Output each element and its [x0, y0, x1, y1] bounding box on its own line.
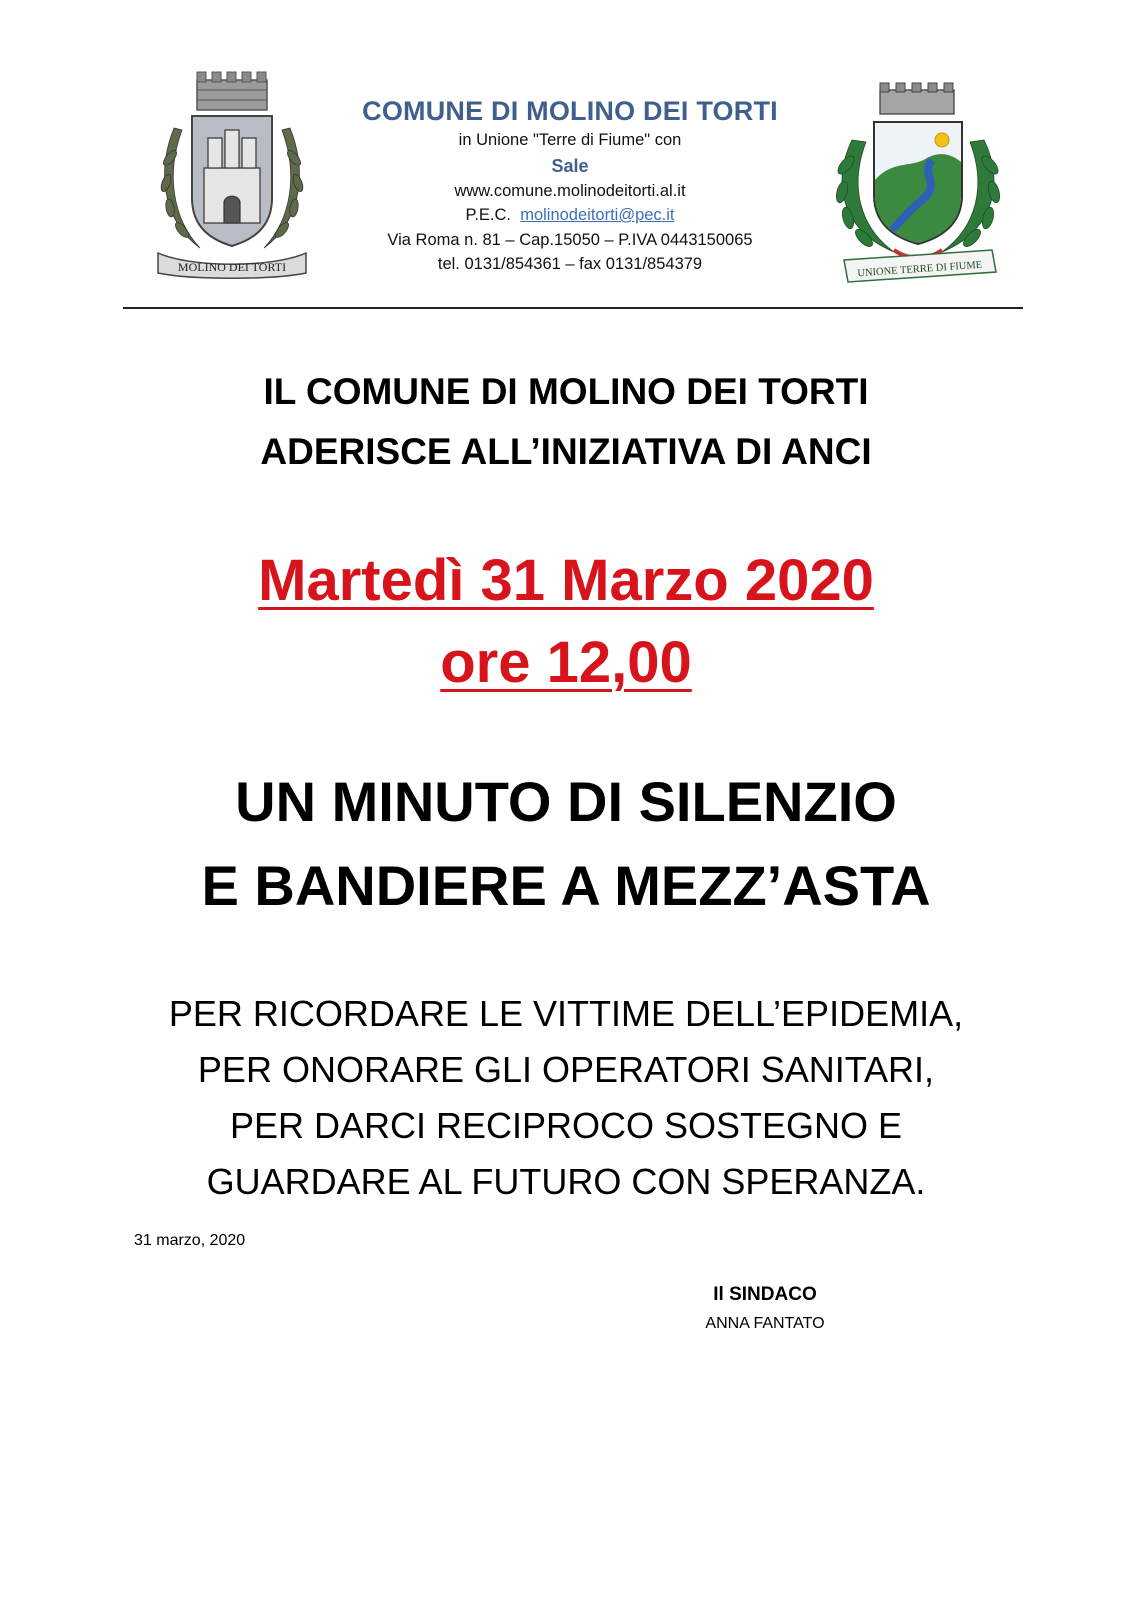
reason-line: PER RICORDARE LE VITTIME DELL’EPIDEMIA, — [168, 993, 964, 1034]
unione-terre-di-fiume-coat-of-arms-logo — [832, 80, 1004, 285]
headline-line-2: E BANDIERE A MEZZ’ASTA — [201, 854, 931, 917]
headline-line-1: UN MINUTO DI SILENZIO — [235, 770, 897, 833]
main-headline — [0, 760, 1132, 928]
crown-icon — [880, 83, 954, 114]
header-divider — [123, 307, 1023, 309]
intro-line-2: ADERISCE ALL’INIZIATIVA DI ANCI — [260, 431, 872, 472]
event-date: Martedì 31 Marzo 2020 — [258, 548, 874, 613]
website-link[interactable]: www.comune.molinodeitorti.al.it — [454, 181, 686, 200]
document-date: 31 marzo, 2020 — [134, 1232, 246, 1249]
address-line: Via Roma n. 81 – Cap.15050 – P.IVA 0443150065 — [387, 230, 753, 249]
intro-line-1: IL COMUNE DI MOLINO DEI TORTI — [263, 371, 869, 412]
partner-municipality: Sale — [551, 155, 589, 176]
signature-name: ANNA FANTATO — [705, 1315, 825, 1332]
municipality-title: COMUNE DI MOLINO DEI TORTI — [362, 96, 778, 126]
ribbon-text: MOLINO DEI TORTI — [177, 260, 287, 274]
ribbon-banner — [158, 253, 306, 278]
event-time: ore 12,00 — [440, 630, 692, 695]
event-datetime — [0, 540, 1132, 704]
crown-icon — [197, 72, 267, 110]
letterhead — [320, 94, 820, 277]
pec-email-link[interactable]: molinodeitorti@pec.it — [520, 206, 675, 224]
reason-line: PER DARCI RECIPROCO SOSTEGNO E — [229, 1105, 903, 1146]
molino-dei-torti-coat-of-arms-logo — [152, 68, 312, 283]
pec-line — [320, 203, 820, 228]
ribbon-banner — [844, 250, 996, 282]
union-line: in Unione "Terre di Fiume" con — [458, 131, 682, 149]
sun-icon — [935, 133, 949, 147]
castle-icon — [204, 130, 260, 223]
reasons-paragraph — [0, 986, 1132, 1210]
ribbon-text: UNIONE TERRE DI FIUME — [857, 259, 983, 280]
reason-line: PER ONORARE GLI OPERATORI SANITARI, — [197, 1049, 935, 1090]
signature-title: Il SINDACO — [713, 1284, 817, 1305]
reason-line: GUARDARE AL FUTURO CON SPERANZA. — [206, 1161, 926, 1202]
pec-label: P.E.C. — [465, 206, 512, 224]
phone-line: tel. 0131/854361 – fax 0131/854379 — [437, 255, 703, 273]
intro-heading — [0, 362, 1132, 482]
